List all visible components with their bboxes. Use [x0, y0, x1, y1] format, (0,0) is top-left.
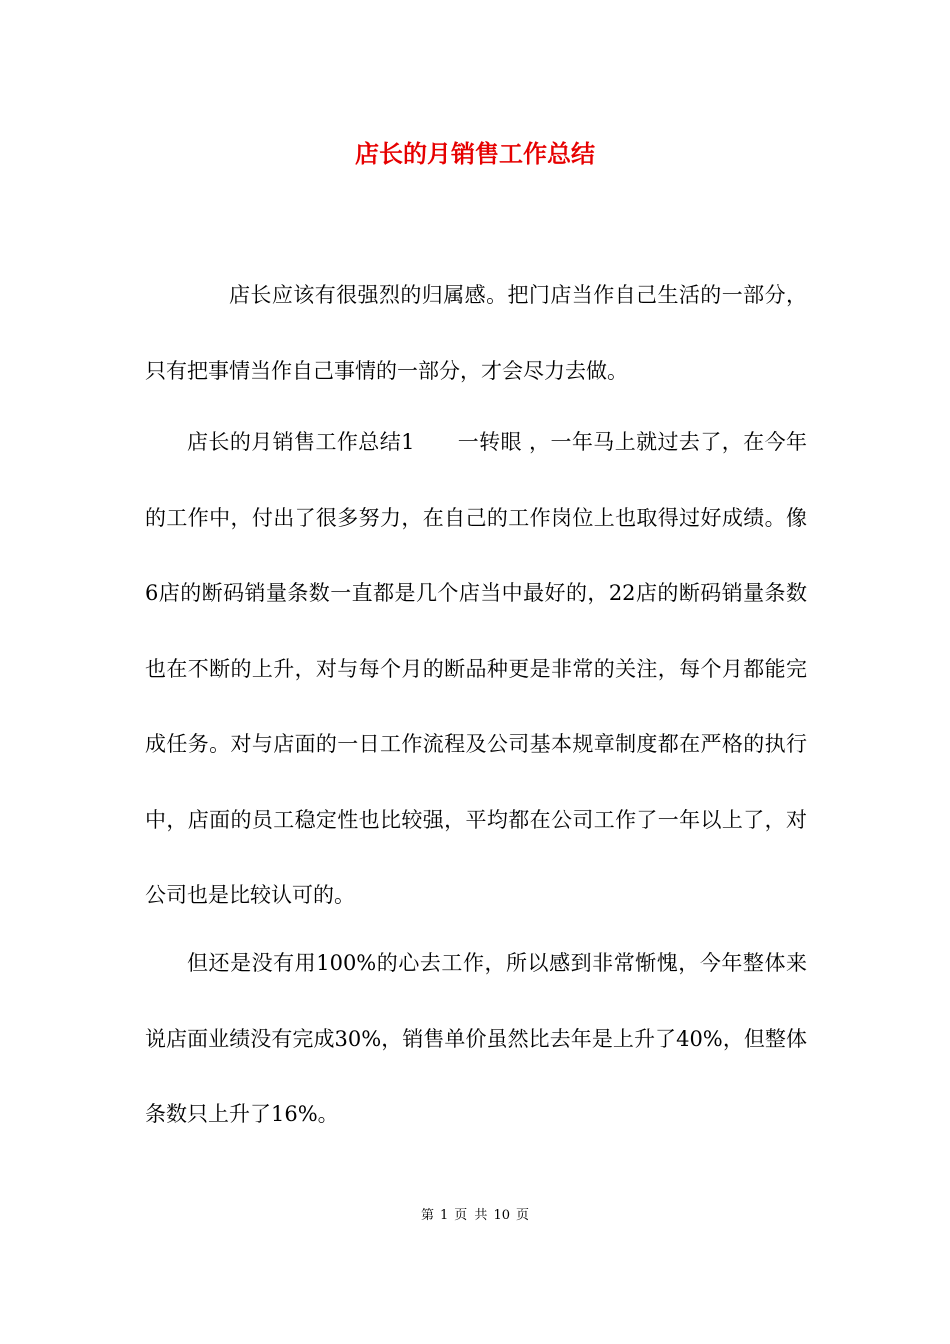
- page-footer: [0, 1206, 950, 1226]
- footer-mid: 页 共: [454, 1208, 488, 1223]
- footer-total-pages: 10: [493, 1208, 510, 1223]
- paragraph-intro: 店长应该有很强烈的归属感。把门店当作自己生活的一部分，只有把事情当作自己事情的一部分，才会尽力去做。: [145, 283, 807, 383]
- footer-suffix: 页: [515, 1208, 529, 1223]
- document-title: 店长的月销售工作总结: [355, 139, 595, 168]
- footer-page-number: 1: [440, 1208, 449, 1223]
- footer-prefix: 第: [421, 1208, 435, 1223]
- paragraph-shortcomings: 但还是没有用100%的心去工作，所以感到非常惭愧，今年整体来说店面业绩没有完成30%，销售单价虽然比去年是上升了40%，但整体条数只上升了16%。: [145, 951, 807, 1126]
- paragraph-summary: 店长的月销售工作总结1 一转眼 ，一年马上就过去了，在今年的工作中，付出了很多努力，在自己的工作岗位上也取得过好成绩。像6店的断码销量条数一直都是几个店当中最好的，22店的断码销量条数也在不断的上升，对与每个月的断品种更是非常的关注，每个月都能完成任务。对与店面的一日工作流程及公司基本规章制度都在严格的执行中，店面的员工稳定性也比较强，平均都在公司工作了一年以上了，对公司也是比较认可的。: [145, 430, 807, 907]
